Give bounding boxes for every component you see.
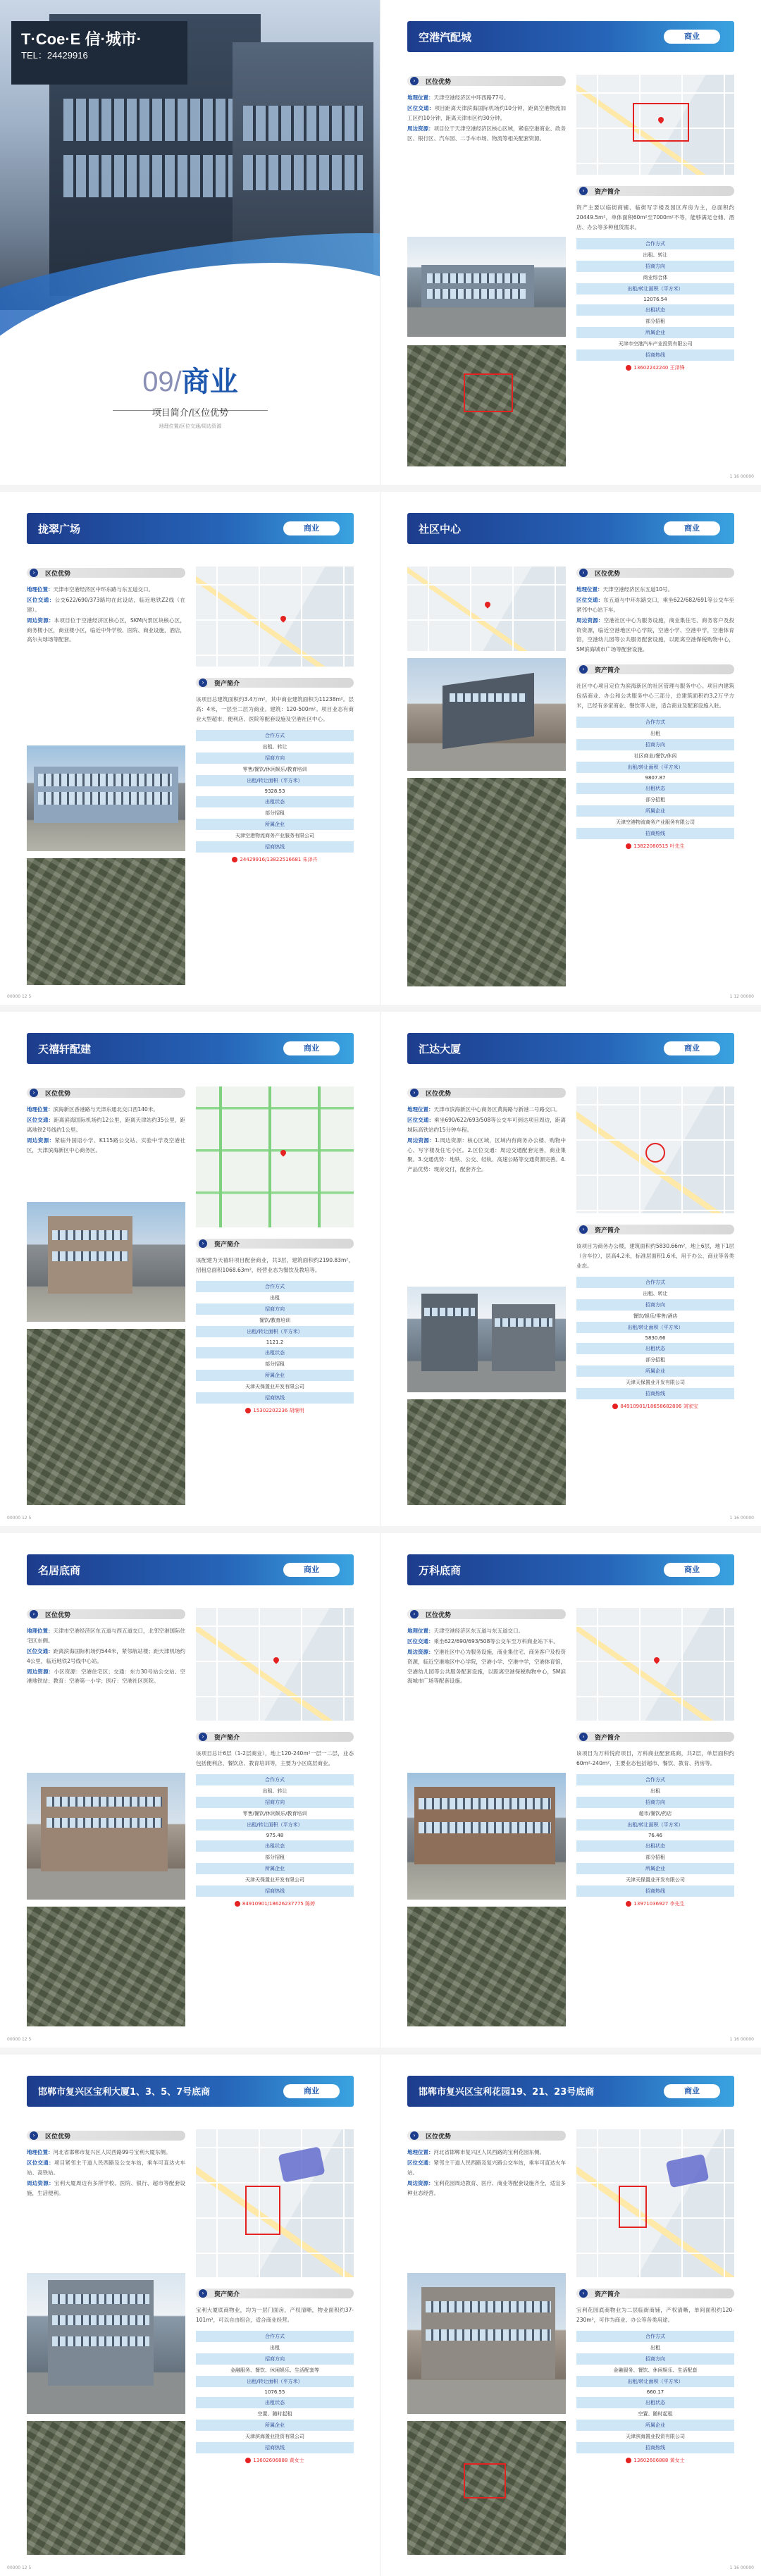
location-section: › 区位优势 地理位置：天津市空港经济区东五道与西五道交口，北邻空港国际住宅区东侧。 区位交通：距离滨海国际机场约544米，紧邻航站楼；距天津机场约4公里，临近地铁2号线中心站。 周边资源：小区资源：空港住宅区；交通：东方30号站公交站、空港地铁站；教育：空港第一小学；医疗：空港社区医院。: [27, 1611, 186, 1685]
asset-section: › 资产简介 宝利大厦底商物业，均为一层门面房，产权清晰，物业面积约37-101m²，可以自由组合，适合商业经营。 合作方式 出租 招商方向 金融服务、餐饮、休闲娱乐、生活配套等 出租/转让面积（平方米） 1076.55 出租状态 空置、随时起租 所属企业 天津滨海置业投资有限公司 招商热线 13602606888 黄女士: [196, 2290, 354, 2463]
location-map: [196, 566, 354, 667]
category-tag: 商业: [664, 521, 720, 535]
phone-icon: [626, 365, 631, 371]
location-section: › 区位优势 地理位置：河北省邯郸市复兴区人民西路的宝利花园东侧。 区位交通：紧邻主干道人民西路及复兴路公交车站，乘车可直达火车站。 周边资源：宝利花园周边教育、医疗、商业等配套设施齐全，适宜多种业态经营。: [407, 2132, 566, 2196]
chevron-right-icon: ›: [579, 665, 588, 674]
asset-table: 合作方式 出租、转让 招商方向 餐饮/娱乐/零售/酒店 出租/转让面积（平方米） 5830.66 出租状态 部分招租 所属企业 天津天保置业开发有限公司 招商热线: [576, 1277, 734, 1399]
asset-section: › 资产简介 该项目总计6层（1-2层商业），地上120-240m²一层一二层，业态包括便利店、餐饮店、教育培训等，主要为小区底层商业。 合作方式 出租、转让 招商方向 零售/餐饮/休闲娱乐/教育培训 出租/转让面积（平方米） 975.48 出租状态 部分招租 所属企业 天津天保置业开发有限公司 招商热线 84910901/18626237775 陈婷: [196, 1733, 354, 1907]
page-huida: 汇达大厦 商业 › 区位优势 地理位置：天津市滨海新区中心商务区黄海路与新港二号路交口。 区位交通：乘坐690/622/693/508等公交车可到达项目周边，距离城际高铁站约15分钟车程。 周边资源：1.周边资源：核心区域，区域内有商务办公楼、购物中心、写字楼及住宅小区。2.区位交通：周边交通配套完善，商业集聚。3.交通优势：地铁、公交、轻轨、高速公路等交通资源完善。4.产品优势：现房交付，配套齐全。 › 资产简介 该项目为商务办公楼，建筑面积约5830.66m²，地上6层，地下1层（含车位），层高4.2米，标准层面积1.6米，用于办公、商业等各类业态。 合作方式 出租、转让 招商方向 餐饮/娱乐/零售/酒店 出租/转让面积（平方米） 5830.66 出租状态 部分招租 所属企业 天津天保置业开发有限公司 招商热线 84910901/18658682806 刘家宝 1 16 00000: [380, 1012, 761, 1526]
location-map: [407, 566, 566, 651]
cover-sign: T·Coe·E 信·城市· TEL：24429916: [11, 21, 187, 85]
chapter-subtitle-small: 地理位置/区位交通/周边资源: [159, 423, 222, 429]
chevron-right-icon: ›: [199, 1239, 207, 1248]
street-photo: [407, 237, 566, 337]
contact-hotline: 13971036927 李先生: [576, 1900, 734, 1907]
page-mingju: 名居底商 商业 › 区位优势 地理位置：天津市空港经济区东五道与西五道交口，北邻空港国际住宅区东侧。 区位交通：距离滨海国际机场约544米，紧邻航站楼；距天津机场约4公里，临近地铁2号线中心站。 周边资源：小区资源：空港住宅区；交通：东方30号站公交站、空港地铁站；教育：空港第一小学；医疗：空港社区医院。 › 资产简介 该项目总计6层（1-2层商业），地上120-240m²一层一二层，业态包括便利店、餐饮店、教育培训等，主要为小区底层商业。 合作方式 出租、转让 招商方向 零售/餐饮/休闲娱乐/教育培训 出租/转让面积（平方米） 975.48 出租状态 部分招租 所属企业 天津天保置业开发有限公司 招商热线 84910901/18626237775 陈婷 00000 12 5: [0, 1533, 380, 2048]
title-bar: [27, 2076, 354, 2107]
contact-hotline: 15302202236 胡继明: [196, 1407, 354, 1414]
project-title: 万科底商: [419, 1564, 462, 1577]
title-bar: [27, 1554, 354, 1585]
satellite-photo: [407, 1907, 566, 2026]
category-tag: 商业: [664, 1041, 720, 1055]
category-tag: 商业: [283, 2084, 340, 2098]
satellite-photo: [407, 778, 566, 986]
category-tag: 商业: [664, 30, 720, 44]
page-baoli-dasha: 邯郸市复兴区宝利大厦1、3、5、7号底商 商业 › 区位优势 地理位置：河北省邯郸市复兴区人民西路99号宝利大厦东侧。 区位交通：项目紧邻主干道人民西路及公交车站，乘车可直达火车站、高铁站。 周边资源：宝利大厦周边有多所学校、医院、银行、超市等配套设施，生活便利。 › 资产简介 宝利大厦底商物业，均为一层门面房，产权清晰，物业面积约37-101m²，可以自由组合，适合商业经营。 合作方式 出租 招商方向 金融服务、餐饮、休闲娱乐、生活配套等 出租/转让面积（平方米） 1076.55 出租状态 空置、随时起租 所属企业 天津滨海置业投资有限公司 招商热线 13602606888 黄女士 00000 12 5: [0, 2055, 380, 2576]
contact-hotline: 13602242240 王泽锋: [576, 364, 734, 371]
location-section: › 区位优势 地理位置：天津空港经济区东五道10号。 区位交通：东五道与中环东路交口，乘坐622/682/691等公交车至紧邻中心站下车。 周边资源：空港社区中心为服务设施，商业集住宅、商务客户及投资资源，临近空港地区中心学院，空港小学、空港中学，空港体育馆，空港幼儿园等公共服务配套设施，以距离空港保税购物中心，SM滨海城市广场等配套设施。 › 资产简介 社区中心项目定位为滨海新区的社区管理与服务中心。项目内建筑包括商业、办公和公共服务中心三部分，总建筑面积约3.2万平方米，已经有多家商业、餐饮等入驻，适合商业及配套设施入驻。 合作方式 出租 招商方向 社区商业/餐饮/休闲 出租/转让面积（平方米） 9807.87 出租状态 部分招租 所属企业 天津空港物流商务产业服务有限公司 招商热线 13822080515 叶先生: [576, 569, 735, 849]
asset-table: 合作方式 出租 招商方向 社区商业/餐饮/休闲 出租/转让面积（平方米） 9807.87 出租状态 部分招租 所属企业 天津空港物流商务产业服务有限公司 招商热线: [576, 717, 734, 839]
title-bar: [407, 1554, 734, 1585]
location-section: › 区位优势 地理位置：天津市滨海新区中心商务区黄海路与新港二号路交口。 区位交通：乘坐690/622/693/508等公交车可到达项目周边，距离城际高铁站约15分钟车程。 周边资源：1.周边资源：核心区域，区域内有商务办公楼、购物中心、写字楼及住宅小区。2.区位交通：周边交通配套完善，商业集聚。3.交通优势：地铁、公交、轻轨、高速公路等交通资源完善。4.产品优势：现房交付，配套齐全。: [407, 1089, 567, 1173]
chapter-title: 09/商业: [142, 366, 238, 397]
page-shequ: 社区中心 商业 › 区位优势 地理位置：天津空港经济区东五道10号。 区位交通：东五道与中环东路交口，乘坐622/682/691等公交车至紧邻中心站下车。 周边资源：空港社区中心为服务设施，商业集住宅、商务客户及投资资源，临近空港地区中心学院，空港小学、空港中学，空港体育馆，空港幼儿园等公共服务配套设施，以距离空港保税购物中心，SM滨海城市广场等配套设施。 › 资产简介 社区中心项目定位为滨海新区的社区管理与服务中心。项目内建筑包括商业、办公和公共服务中心三部分，总建筑面积约3.2万平方米，已经有多家商业、餐饮等入驻，适合商业及配套设施入驻。 合作方式 出租 招商方向 社区商业/餐饮/休闲 出租/转让面积（平方米） 9807.87 出租状态 部分招租 所属企业 天津空港物流商务产业服务有限公司 招商热线 13822080515 叶先生 1 12 00000: [380, 492, 761, 1005]
location-map: [196, 1608, 354, 1721]
location-map: [576, 1608, 734, 1721]
chevron-right-icon: ›: [30, 2131, 38, 2140]
chevron-right-icon: ›: [579, 187, 588, 195]
asset-table: 合作方式 出租 招商方向 金融服务、餐饮、休闲娱乐、生活配套 出租/转让面积（平方米） 660.17 出租状态 空置、随时起租 所属企业 天津滨海置业投资有限公司 招商热线: [576, 2331, 734, 2453]
title-bar: [407, 1033, 734, 1064]
chevron-right-icon: ›: [579, 569, 588, 577]
phone-icon: [626, 2458, 631, 2463]
satellite-photo: [27, 2421, 185, 2555]
title-bar: [407, 513, 734, 544]
location-section: › 区位优势 地理位置：滨海新区香港路与天津东通北交口西140米。 区位交通：距离滨海国际机场约12公里，距离天津站约35公里，距离地铁2号线约1公里。 周边资源：紧临外国语小学、K115路公交站、实验中学及空港社区，天津滨海新区中心商务区。: [27, 1089, 186, 1153]
street-photo: [407, 1287, 566, 1392]
chevron-right-icon: ›: [410, 77, 419, 85]
chevron-right-icon: ›: [579, 1225, 588, 1234]
asset-table: 合作方式 出租 招商方向 金融服务、餐饮、休闲娱乐、生活配套等 出租/转让面积（平方米） 1076.55 出租状态 空置、随时起租 所属企业 天津滨海置业投资有限公司 招商热线: [196, 2331, 354, 2453]
page-wanke: 万科底商 商业 › 区位优势 地理位置：天津空港经济区东五道与东五道交口。 区位交通：乘坐622/690/693/508等公交车至万科商业站下车。 周边资源：空港社区中心为服务设施，商业集住宅、商务客户及投资资源，临近空港地区中心学院，空港小学、空港中学，空港体育馆，空港幼儿园等公共服务配套设施，以距离空港保税购物中心，SM滨海城市广场等配套设施。 › 资产简介 该项目为万科悦府项目，万科商业配套底商，共2层，单层面积约60m²-240m²，主要业态包括超市、餐饮、教育、药房等。 合作方式 出租 招商方向 超市/餐饮/药店 出租/转让面积（平方米） 76.46 出租状态 部分招租 所属企业 天津天保置业开发有限公司 招商热线 13971036927 李先生 1 16 00000: [380, 1533, 761, 2048]
location-section: › 区位优势 地理位置：河北省邯郸市复兴区人民西路99号宝利大厦东侧。 区位交通：项目紧邻主干道人民西路及公交车站，乘车可直达火车站、高铁站。 周边资源：宝利大厦周边有多所学校、医院、银行、超市等配套设施，生活便利。: [27, 2132, 186, 2196]
location-map: [196, 2129, 354, 2277]
phone-icon: [232, 857, 237, 862]
page-tianxi: 天禧轩配建 商业 › 区位优势 地理位置：滨海新区香港路与天津东通北交口西140米。 区位交通：距离滨海国际机场约12公里，距离天津站约35公里，距离地铁2号线约1公里。 周边资源：紧临外国语小学、K115路公交站、实验中学及空港社区，天津滨海新区中心商务区。 › 资产简介 该配建为天禧轩项目配套商业，共3层，建筑面积约2190.83m²，招租总面积1068.63m²，经营业态为餐饮及教培等。 合作方式 出租 招商方向 餐饮/教育培训 出租/转让面积（平方米） 1121.2 出租状态 部分招租 所属企业 天津天保置业开发有限公司 招商热线 15302202236 胡继明 00000 12 5: [0, 1012, 380, 1526]
street-photo: [27, 1202, 185, 1322]
phone-icon: [626, 1901, 631, 1907]
street-photo: [27, 1773, 185, 1900]
location-section: › 区位优势 地理位置：天津空港经济区中环西路77号。 区位交通：项目距离天津滨海国际机场约10分钟，距离空港物流加工区约10分钟，距离天津市区约30分钟。 周边资源：项目位于天津空港经济区核心区域，紧临空港商业、政务区、银行区、汽车园、二手车市场、物流等相关配套资源。: [407, 78, 567, 142]
chevron-right-icon: ›: [30, 569, 38, 577]
spread-1: [0, 0, 761, 485]
location-map: [576, 1086, 734, 1213]
project-title: 名居底商: [38, 1564, 81, 1577]
contact-hotline: 13822080515 叶先生: [576, 843, 734, 850]
spread-4: [0, 1533, 761, 2048]
project-title: 汇达大厦: [419, 1043, 462, 1055]
asset-table: 合作方式 出租 招商方向 餐饮/教育培训 出租/转让面积（平方米） 1121.2 出租状态 部分招租 所属企业 天津天保置业开发有限公司 招商热线: [196, 1281, 354, 1404]
category-tag: 商业: [664, 1563, 720, 1577]
chevron-right-icon: ›: [199, 2289, 207, 2298]
asset-section: › 资产简介 该项目总建筑面积约3.4万m²，其中商业建筑面积为11238m²。层高：4米，一层至二层为商业。建筑：120-500m²。项目业态有商业大型超市、便利店、医院等配套设施及空港社区中心。 合作方式 出租、转让 招商方向 零售/餐饮/休闲娱乐/教育培训 出租/转让面积（平方米） 9328.53 出租状态 部分招租 所属企业 天津空港物流商务产业服务有限公司 招商热线 24429916/13822516681 朱泽卉: [196, 679, 354, 862]
asset-section: › 资产简介 该项目为商务办公楼，建筑面积约5830.66m²，地上6层，地下1层（含车位），层高4.2米，标准层面积1.6米，用于办公、商业等各类业态。 合作方式 出租、转让 招商方向 餐饮/娱乐/零售/酒店 出租/转让面积（平方米） 5830.66 出租状态 部分招租 所属企业 天津天保置业开发有限公司 招商热线 84910901/18658682806 刘家宝: [576, 1226, 734, 1409]
satellite-photo: [27, 1329, 185, 1505]
satellite-photo: [407, 345, 566, 466]
cover-page: [0, 0, 380, 485]
project-title: 天禧轩配建: [38, 1043, 92, 1055]
project-title: 社区中心: [419, 523, 462, 535]
asset-section: › 资产简介 资产主要以临街商铺、临街写字楼及园区库房为主，总面积约20449.5m²，单体面积60m²至7000m²不等，能够满足仓储、酒店、办公等多种租赁需求。 合作方式 出租、转让 招商方向 商业综合体 出租/转让面积（平方米） 12076.54 出租状态 部分招租 所属企业 天津市空港汽车产业投资有限公司 招商热线 13602242240 王泽锋: [576, 187, 734, 371]
street-photo: [27, 2273, 185, 2414]
project-title: 空港汽配城: [419, 31, 472, 44]
phone-icon: [235, 1901, 240, 1907]
street-photo: [407, 2273, 566, 2414]
location-map: [196, 1086, 354, 1227]
spread-3: [0, 1012, 761, 1526]
category-tag: 商业: [283, 1563, 340, 1577]
asset-table: 合作方式 出租、转让 招商方向 零售/餐饮/休闲娱乐/教育培训 出租/转让面积（平方米） 975.48 出租状态 部分招租 所属企业 天津天保置业开发有限公司 招商热线: [196, 1774, 354, 1897]
chevron-right-icon: ›: [199, 679, 207, 687]
chevron-right-icon: ›: [30, 1610, 38, 1618]
chevron-right-icon: ›: [579, 2289, 588, 2298]
chevron-right-icon: ›: [579, 1733, 588, 1741]
phone-icon: [245, 2458, 251, 2463]
chevron-right-icon: ›: [410, 1089, 419, 1097]
chevron-right-icon: ›: [199, 1733, 207, 1741]
contact-hotline: 84910901/18658682806 刘家宝: [576, 1403, 734, 1410]
page-kongang: 空港汽配城 商业 › 区位优势 地理位置：天津空港经济区中环西路77号。 区位交通：项目距离天津滨海国际机场约10分钟，距离空港物流加工区约10分钟，距离天津市区约30分钟。 周边资源：项目位于天津空港经济区核心区域，紧临空港商业、政务区、银行区、汽车园、二手车市场、物流等相关配套资源。 › 资产简介 资产主要以临街商铺、临街写字楼及园区库房为主，总面积约20449.5m²，单体面积60m²至7000m²不等，能够满足仓储、酒店、办公等多种租赁需求。 合作方式 出租、转让 招商方向 商业综合体 出租/转让面积（平方米） 12076.54 出租状态 部分招租 所属企业 天津市空港汽车产业投资有限公司 招商热线 13602242240 王泽锋 1 16 00000: [380, 0, 761, 485]
spread-5: [0, 2055, 761, 2576]
location-map: [576, 2129, 734, 2277]
location-section: › 区位优势 地理位置：天津空港经济区东五道与东五道交口。 区位交通：乘坐622/690/693/508等公交车至万科商业站下车。 周边资源：空港社区中心为服务设施，商业集住宅、商务客户及投资资源，临近空港地区中心学院，空港小学、空港中学，空港体育馆，空港幼儿园等公共服务配套设施，以距离空港保税购物中心，SM滨海城市广场等配套设施。: [407, 1611, 566, 1685]
street-photo: [27, 745, 185, 851]
asset-section: › 资产简介 该配建为天禧轩项目配套商业，共3层，建筑面积约2190.83m²，招租总面积1068.63m²，经营业态为餐饮及教培等。 合作方式 出租 招商方向 餐饮/教育培训 出租/转让面积（平方米） 1121.2 出租状态 部分招租 所属企业 天津天保置业开发有限公司 招商热线 15302202236 胡继明: [196, 1240, 354, 1413]
page-longcui: 拢翠广场 商业 › 区位优势 地理位置：天津市空港经济区中环东路与东五道交口。 区位交通：公交622/690/373路均在此设站，临近地铁Z2线（在建）。 周边资源：本项目位于空港经济区核心区，SKM内景区块核心区，商务楼小区，商业楼小区，临近中外学校、医院、商业设施，酒店，高尔夫球场等配套。 › 资产简介 该项目总建筑面积约3.4万m²，其中商业建筑面积为11238m²。层高：4米，一层至二层为商业。建筑：120-500m²。项目业态有商业大型超市、便利店、医院等配套设施及空港社区中心。 合作方式 出租、转让 招商方向 零售/餐饮/休闲娱乐/教育培训 出租/转让面积（平方米） 9328.53 出租状态 部分招租 所属企业 天津空港物流商务产业服务有限公司 招商热线 24429916/13822516681 朱泽卉 00000 12 5: [0, 492, 380, 1005]
title-bar: [407, 21, 734, 52]
title-bar: [27, 513, 354, 544]
asset-table: 合作方式 出租、转让 招商方向 零售/餐饮/休闲娱乐/教育培训 出租/转让面积（平方米） 9328.53 出租状态 部分招租 所属企业 天津空港物流商务产业服务有限公司 招商热线: [196, 730, 354, 853]
contact-hotline: 24429916/13822516681 朱泽卉: [196, 856, 354, 863]
title-bar: [27, 1033, 354, 1064]
phone-icon: [626, 843, 631, 849]
location-map: [576, 75, 734, 175]
contact-hotline: 13602606888 黄女士: [576, 2457, 734, 2464]
asset-table: 合作方式 出租、转让 招商方向 商业综合体 出租/转让面积（平方米） 12076.54 出租状态 部分招租 所属企业 天津市空港汽车产业投资有限公司 招商热线: [576, 238, 734, 361]
asset-table: 合作方式 出租 招商方向 超市/餐饮/药店 出租/转让面积（平方米） 76.46 出租状态 部分招租 所属企业 天津天保置业开发有限公司 招商热线: [576, 1774, 734, 1897]
title-bar: [407, 2076, 734, 2107]
project-title: 邯郸市复兴区宝利大厦1、3、5、7号底商: [38, 2087, 211, 2098]
chapter-subtitle: 项目简介/区位优势: [151, 408, 229, 419]
spread-2: [0, 492, 761, 1005]
category-tag: 商业: [283, 521, 340, 535]
page-baoli-huayuan: 邯郸市复兴区宝利花园19、21、23号底商 商业 › 区位优势 地理位置：河北省邯郸市复兴区人民西路的宝利花园东侧。 区位交通：紧邻主干道人民西路及复兴路公交车站，乘车可直达火车站。 周边资源：宝利花园周边教育、医疗、商业等配套设施齐全，适宜多种业态经营。 › 资产简介 宝利花园底商物业为二层临街商铺，产权清晰，单间面积约120-230m²，可作为商业、办公等各类用途。 合作方式 出租 招商方向 金融服务、餐饮、休闲娱乐、生活配套 出租/转让面积（平方米） 660.17 出租状态 空置、随时起租 所属企业 天津滨海置业投资有限公司 招商热线 13602606888 黄女士 1 16 00000: [380, 2055, 761, 2576]
contact-hotline: 13602606888 黄女士: [196, 2457, 354, 2464]
contact-hotline: 84910901/18626237775 陈婷: [196, 1900, 354, 1907]
asset-section: › 资产简介 该项目为万科悦府项目，万科商业配套底商，共2层，单层面积约60m²-240m²，主要业态包括超市、餐饮、教育、药房等。 合作方式 出租 招商方向 超市/餐饮/药店 出租/转让面积（平方米） 76.46 出租状态 部分招租 所属企业 天津天保置业开发有限公司 招商热线 13971036927 李先生: [576, 1733, 734, 1907]
chevron-right-icon: ›: [410, 2131, 419, 2140]
street-photo: [407, 1773, 566, 1900]
phone-icon: [612, 1404, 618, 1409]
satellite-photo: [27, 858, 185, 985]
phone-icon: [245, 1408, 251, 1413]
asset-section: › 资产简介 宝利花园底商物业为二层临街商铺，产权清晰，单间面积约120-230m²，可作为商业、办公等各类用途。 合作方式 出租 招商方向 金融服务、餐饮、休闲娱乐、生活配套 出租/转让面积（平方米） 660.17 出租状态 空置、随时起租 所属企业 天津滨海置业投资有限公司 招商热线 13602606888 黄女士: [576, 2290, 734, 2463]
location-section: › 区位优势 地理位置：天津市空港经济区中环东路与东五道交口。 区位交通：公交622/690/373路均在此设站，临近地铁Z2线（在建）。 周边资源：本项目位于空港经济区核心区，SKM内景区块核心区，商务楼小区，商业楼小区，临近中外学校、医院、商业设施，酒店，高尔夫球场等配套。: [27, 569, 186, 643]
project-title: 拢翠广场: [38, 523, 81, 535]
satellite-photo: [407, 2421, 566, 2555]
street-photo: [407, 658, 566, 771]
category-tag: 商业: [664, 2084, 720, 2098]
chevron-right-icon: ›: [410, 1610, 419, 1618]
category-tag: 商业: [283, 1041, 340, 1055]
satellite-photo: [27, 1907, 185, 2026]
satellite-photo: [407, 1399, 566, 1505]
chevron-right-icon: ›: [30, 1089, 38, 1097]
project-title: 邯郸市复兴区宝利花园19、21、23号底商: [419, 2087, 595, 2098]
